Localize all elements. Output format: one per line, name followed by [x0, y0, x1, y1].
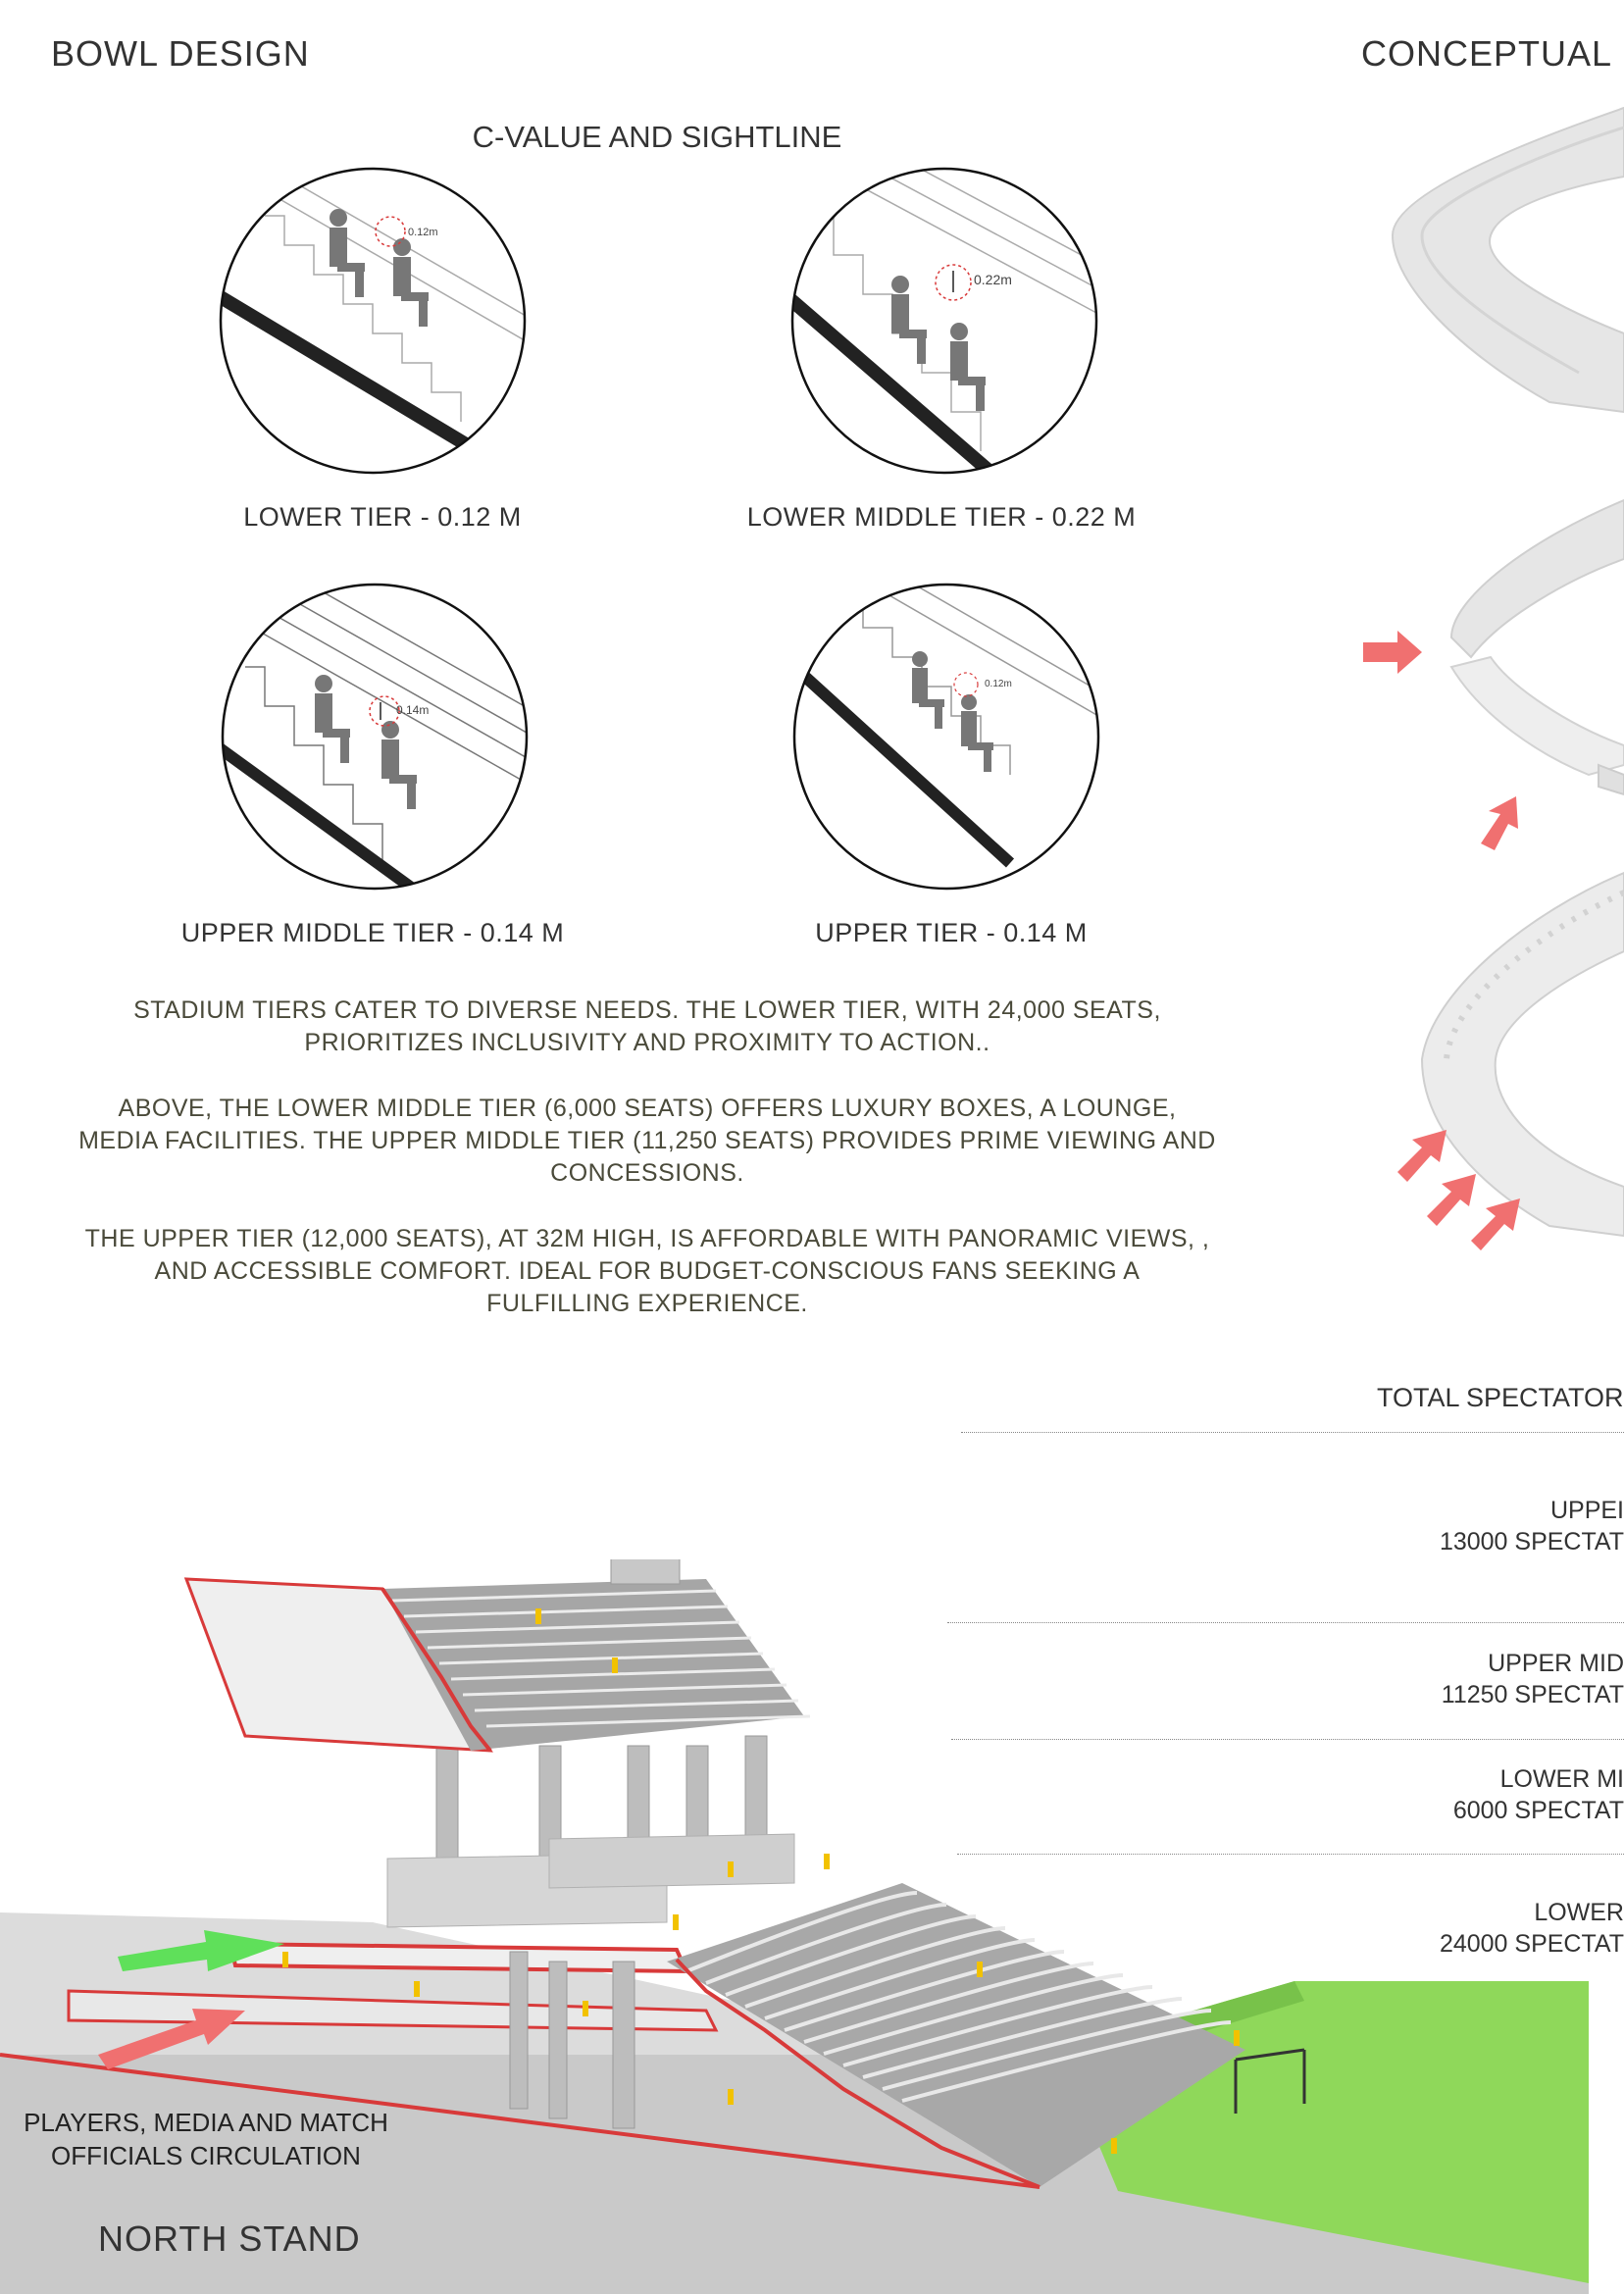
bowl-design-title: BOWL DESIGN [51, 33, 310, 74]
conceptual-title: CONCEPTUAL [1361, 33, 1613, 74]
spectator-row-upper-middle: UPPER MID 11250 SPECTAT [1441, 1650, 1624, 1708]
tier-label-lower: LOWER TIER - 0.12 M [243, 502, 522, 532]
c-value-label: 0.12m [985, 679, 1012, 689]
c-value-label: 0.12m [408, 227, 438, 238]
c-value-label: 0.14m [396, 703, 430, 717]
arrow-red-icon [1363, 631, 1422, 674]
spectator-row-lower: LOWER 24000 SPECTAT [1439, 1899, 1624, 1958]
conceptual-bowl-3 [1397, 873, 1624, 1250]
north-stand-title: NORTH STAND [98, 2218, 361, 2259]
spectator-silhouettes [912, 651, 993, 772]
c-value-label: 0.22m [974, 272, 1012, 287]
divider [961, 1432, 1624, 1433]
spectator-row-upper: UPPEI 13000 SPECTAT [1439, 1497, 1624, 1555]
description-paragraph-2: ABOVE, THE LOWER MIDDLE TIER (6,000 SEATS) OFFERS LUXURY BOXES, A LOUNGE, MEDIA FACILITIES. THE UPPER MIDDLE TIER (11,250 SEATS) PROVIDES PRIME VIEWING AND CONCESSIONS. [78, 1095, 1216, 1187]
sightline-diagrams [0, 157, 1177, 942]
spectator-silhouettes [315, 675, 417, 809]
tier-label-upper-middle: UPPER MIDDLE TIER - 0.14 M [180, 918, 565, 947]
arrow-red-icon [1427, 1174, 1476, 1226]
arrow-red-icon [1471, 1198, 1520, 1250]
upper-tier-detail [794, 549, 1108, 863]
tier-label-lower-middle: LOWER MIDDLE TIER - 0.22 M [746, 502, 1137, 532]
lower-middle-tier-detail [785, 157, 1118, 481]
arrow-red-icon [1397, 1130, 1446, 1182]
description-paragraph-1: STADIUM TIERS CATER TO DIVERSE NEEDS. THE LOWER TIER, WITH 24,000 SEATS, PRIORITIZES INCLUSIVITY AND PROXIMITY TO ACTION.. [133, 996, 1161, 1056]
spectator-row-lower-middle: LOWER MI 6000 SPECTAT [1452, 1765, 1624, 1824]
conceptual-renders [1353, 88, 1624, 1285]
north-stand-section [0, 1559, 1624, 2294]
circulation-label: PLAYERS, MEDIA AND MATCH OFFICIALS CIRCULATION [24, 2108, 388, 2170]
upper-middle-tier-detail [216, 559, 559, 902]
total-spectator-title: TOTAL SPECTATOR [1377, 1383, 1624, 1412]
sightline-title: C-VALUE AND SIGHTLINE [472, 120, 842, 154]
description-paragraph-3: THE UPPER TIER (12,000 SEATS), AT 32M HIGH, IS AFFORDABLE WITH PANORAMIC VIEWS, , AND ACCESSIBLE COMFORT. IDEAL FOR BUDGET-CONSCIOUS FANS SEEKING A FULFILLING EXPERIENCE. [84, 1225, 1210, 1317]
conceptual-bowl-2 [1363, 500, 1624, 850]
arrow-red-icon [1481, 796, 1518, 850]
tier-label-upper: UPPER TIER - 0.14 M [815, 918, 1088, 947]
conceptual-bowl-1 [1393, 108, 1624, 412]
